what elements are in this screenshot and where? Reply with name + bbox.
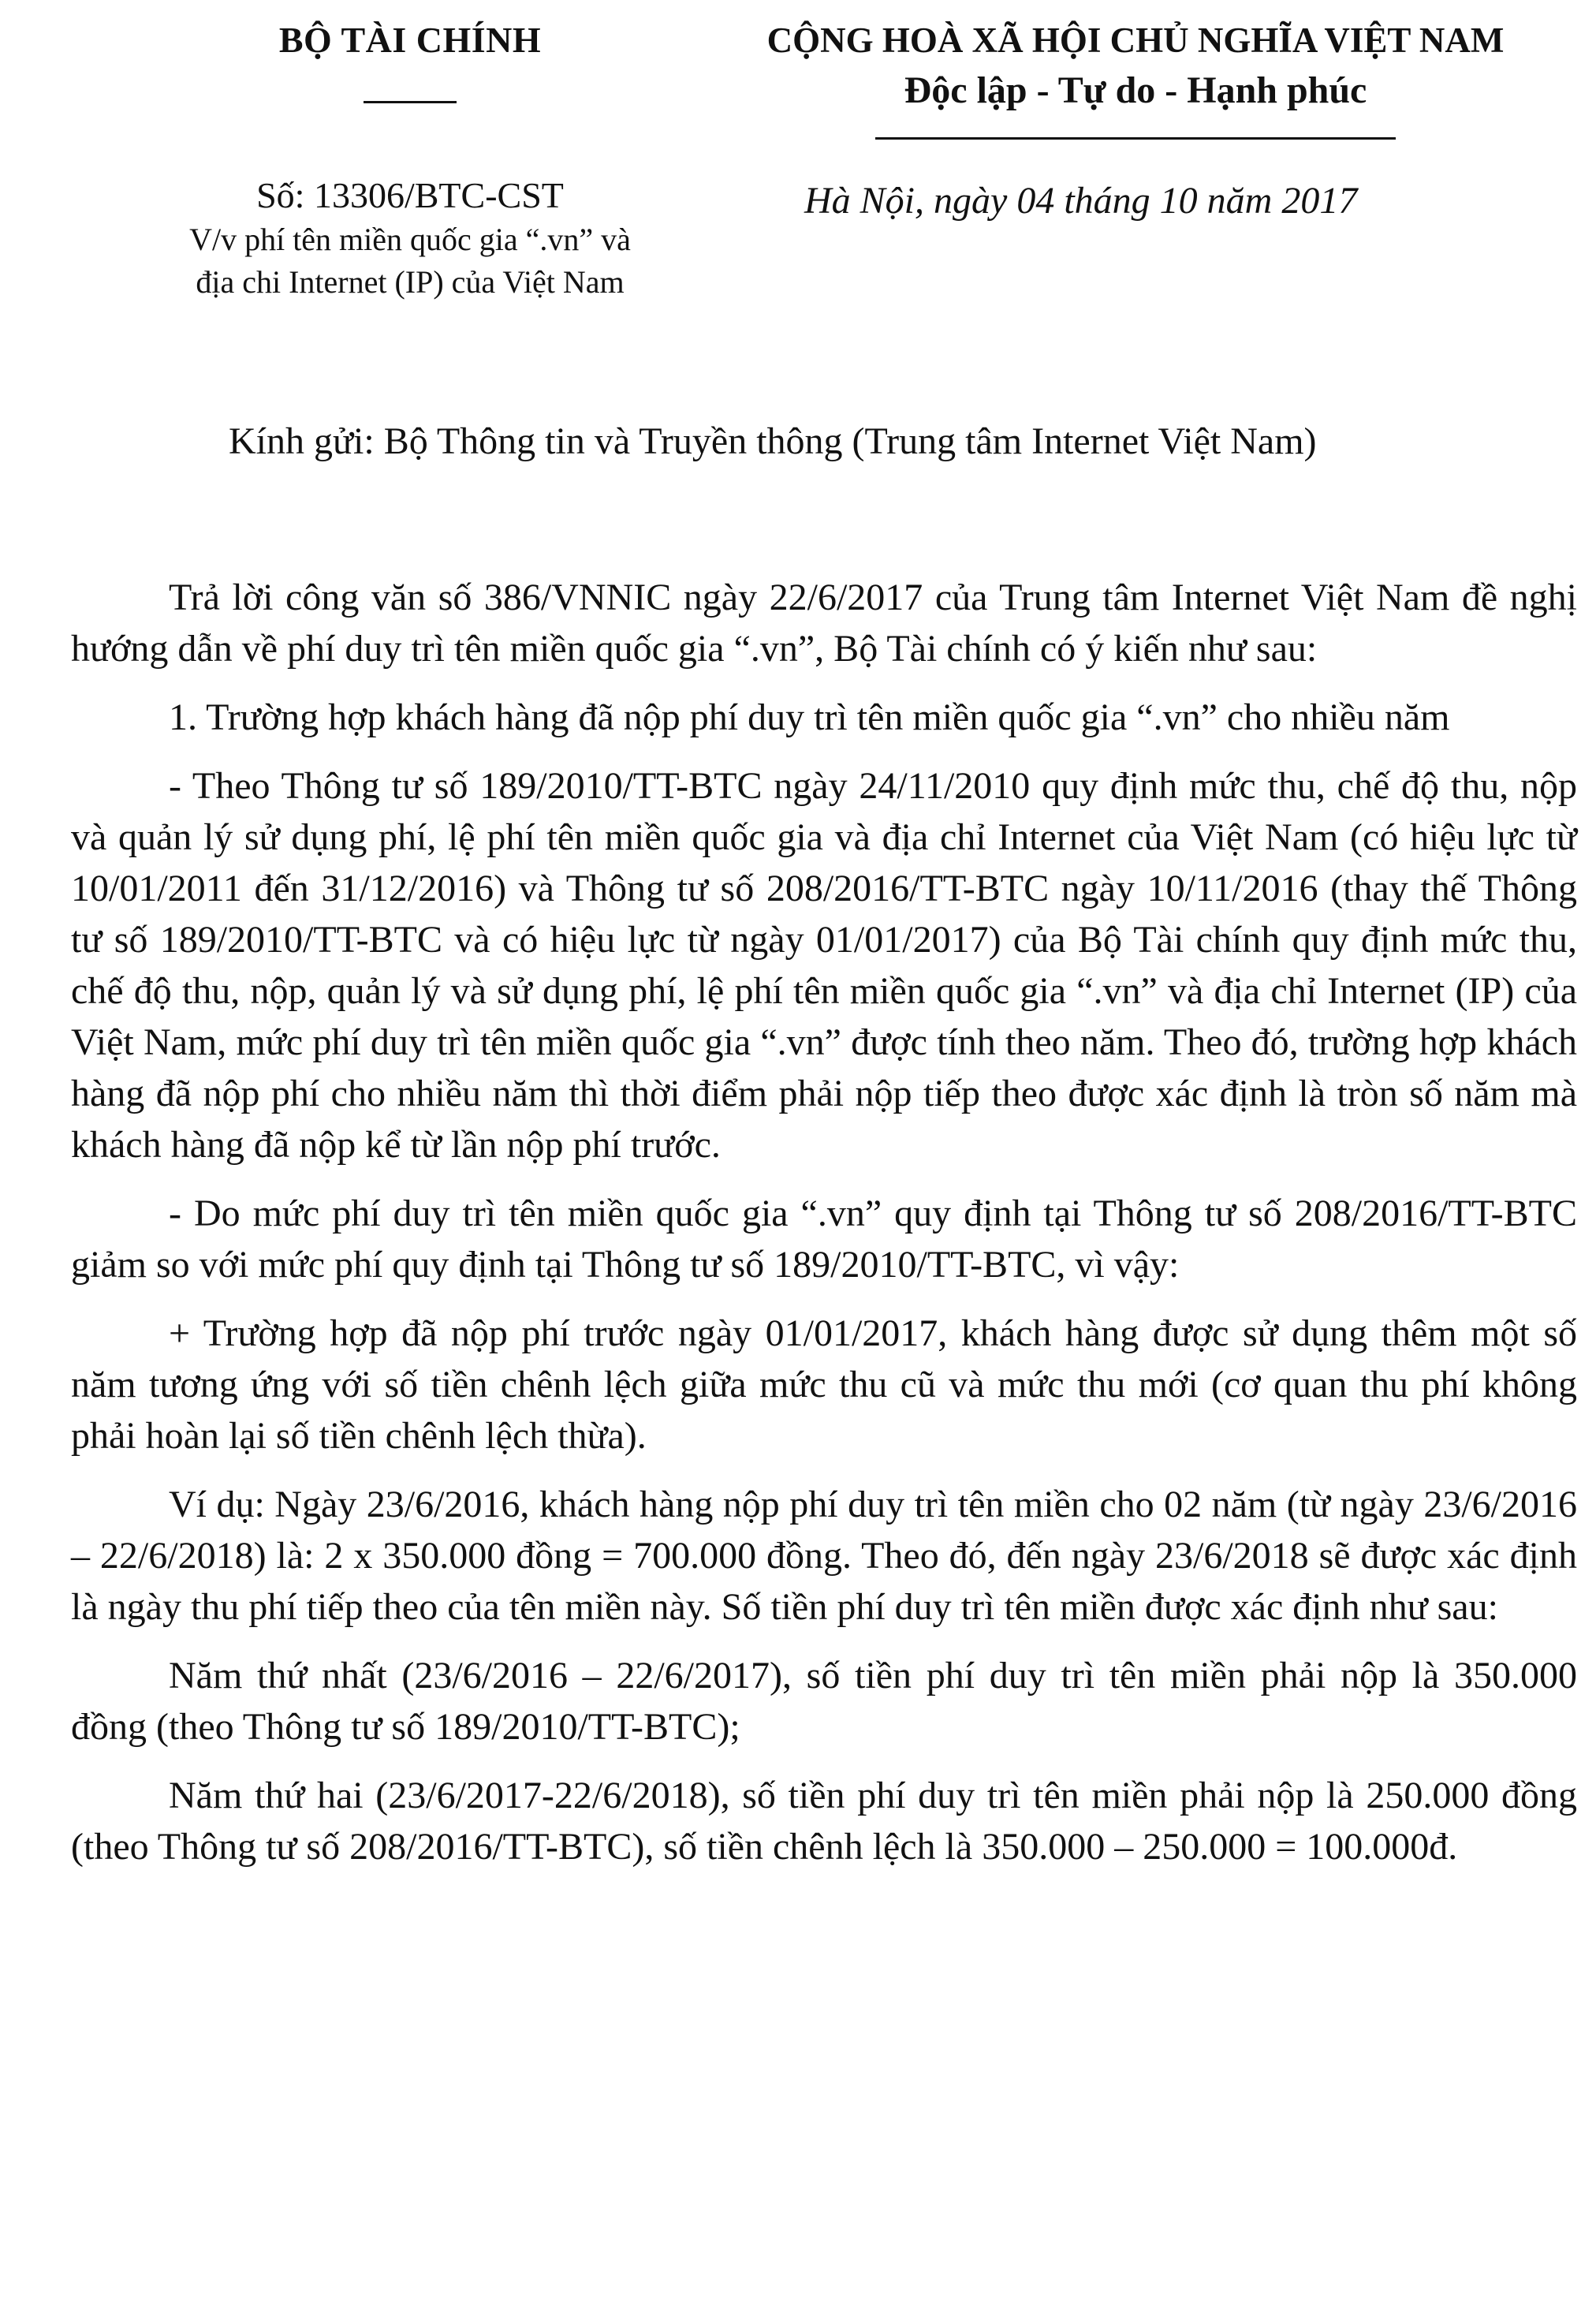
document-number: Số: 13306/BTC-CST — [256, 175, 564, 215]
subject-line-1: V/v phí tên miền quốc gia “.vn” và — [189, 222, 631, 257]
subject-line-2: địa chi Internet (IP) của Việt Nam — [196, 264, 625, 300]
paragraph-year-two: Năm thứ hai (23/6/2017-22/6/2018), số tiền phí duy trì tên miền phải nộp là 250.000 đồng (theo Thông tư số 208/2016/TT-BTC), số tiền chênh lệch là 350.000 – 250.000 = 100.000đ. — [71, 1775, 1577, 1868]
place-date: Hà Nội, ngày 04 tháng 10 năm 2017 — [804, 180, 1358, 222]
national-header — [694, 16, 1577, 225]
recipient-line: Kính gửi: Bộ Thông tin và Truyền thông (Trung tâm Internet Việt Nam) — [229, 420, 1317, 462]
paragraph-circular-basis: - Theo Thông tư số 189/2010/TT-BTC ngày 24/11/2010 quy định mức thu, chế độ thu, nộp và quản lý sử dụng phí, lệ phí tên miền quốc gia và địa chỉ Internet của Việt Nam (có hiệu lực từ 10/01/2011 đến 31/12/2016) và Thông tư số 208/2016/TT-BTC ngày 10/11/2016 (thay thế Thông tư số 189/2010/TT-BTC và có hiệu lực từ ngày 01/01/2017) của Bộ Tài chính quy định mức thu, chế độ thu, nộp, quản lý và sử dụng phí, lệ phí tên miền quốc gia “.vn” và địa chỉ Internet (IP) của Việt Nam, mức phí duy trì tên miền quốc gia “.vn” được tính theo năm. Theo đó, trường hợp khách hàng đã nộp phí cho nhiều năm thì thời điểm phải nộp tiếp theo được xác định là tròn số năm mà khách hàng đã nộp kể từ lần nộp phí trước. — [71, 765, 1577, 1166]
paragraph-year-one: Năm thứ nhất (23/6/2016 – 22/6/2017), số tiền phí duy trì tên miền phải nộp là 350.000 đồng (theo Thông tư số 189/2010/TT-BTC); — [71, 1655, 1577, 1748]
paragraph-section-1: 1. Trường hợp khách hàng đã nộp phí duy trì tên miền quốc gia “.vn” cho nhiều năm — [169, 696, 1450, 738]
agency-underline — [364, 101, 457, 103]
paragraph-fee-reduction: - Do mức phí duy trì tên miền quốc gia “.vn” quy định tại Thông tư số 208/2016/TT-BTC giảm so với mức phí quy định tại Thông tư số 189/2010/TT-BTC, vì vậy: — [71, 1193, 1577, 1286]
agency-name: BỘ TÀI CHÍNH — [278, 20, 542, 60]
nation-title: CỘNG HOÀ XÃ HỘI CHỦ NGHĨA VIỆT NAM — [766, 21, 1505, 60]
paragraph-example: Ví dụ: Ngày 23/6/2016, khách hàng nộp phí duy trì tên miền cho 02 năm (từ ngày 23/6/2016 – 22/6/2018) là: 2 x 350.000 đồng = 700.000 đồng. Theo đó, đến ngày 23/6/2018 sẽ được xác định là ngày thu phí tiếp theo của tên miền này. Số tiền phí duy trì tên miền được xác định như sau: — [71, 1484, 1577, 1628]
letter-body — [71, 572, 1577, 1890]
national-motto: Độc lập - Tự do - Hạnh phúc — [904, 69, 1367, 111]
paragraph-prepaid-case: + Trường hợp đã nộp phí trước ngày 01/01/2017, khách hàng được sử dụng thêm một số năm tương ứng với số tiền chênh lệch giữa mức thu cũ và mức thu mới (cơ quan thu phí không phải hoàn lại số tiền chênh lệch thừa). — [71, 1312, 1577, 1457]
issuer-block — [126, 16, 694, 304]
paragraph-reply: Trả lời công văn số 386/VNNIC ngày 22/6/2017 của Trung tâm Internet Việt Nam đề nghị hướng dẫn về phí duy trì tên miền quốc gia “.vn”, Bộ Tài chính có ý kiến như sau: — [71, 577, 1577, 670]
motto-underline — [875, 137, 1396, 140]
